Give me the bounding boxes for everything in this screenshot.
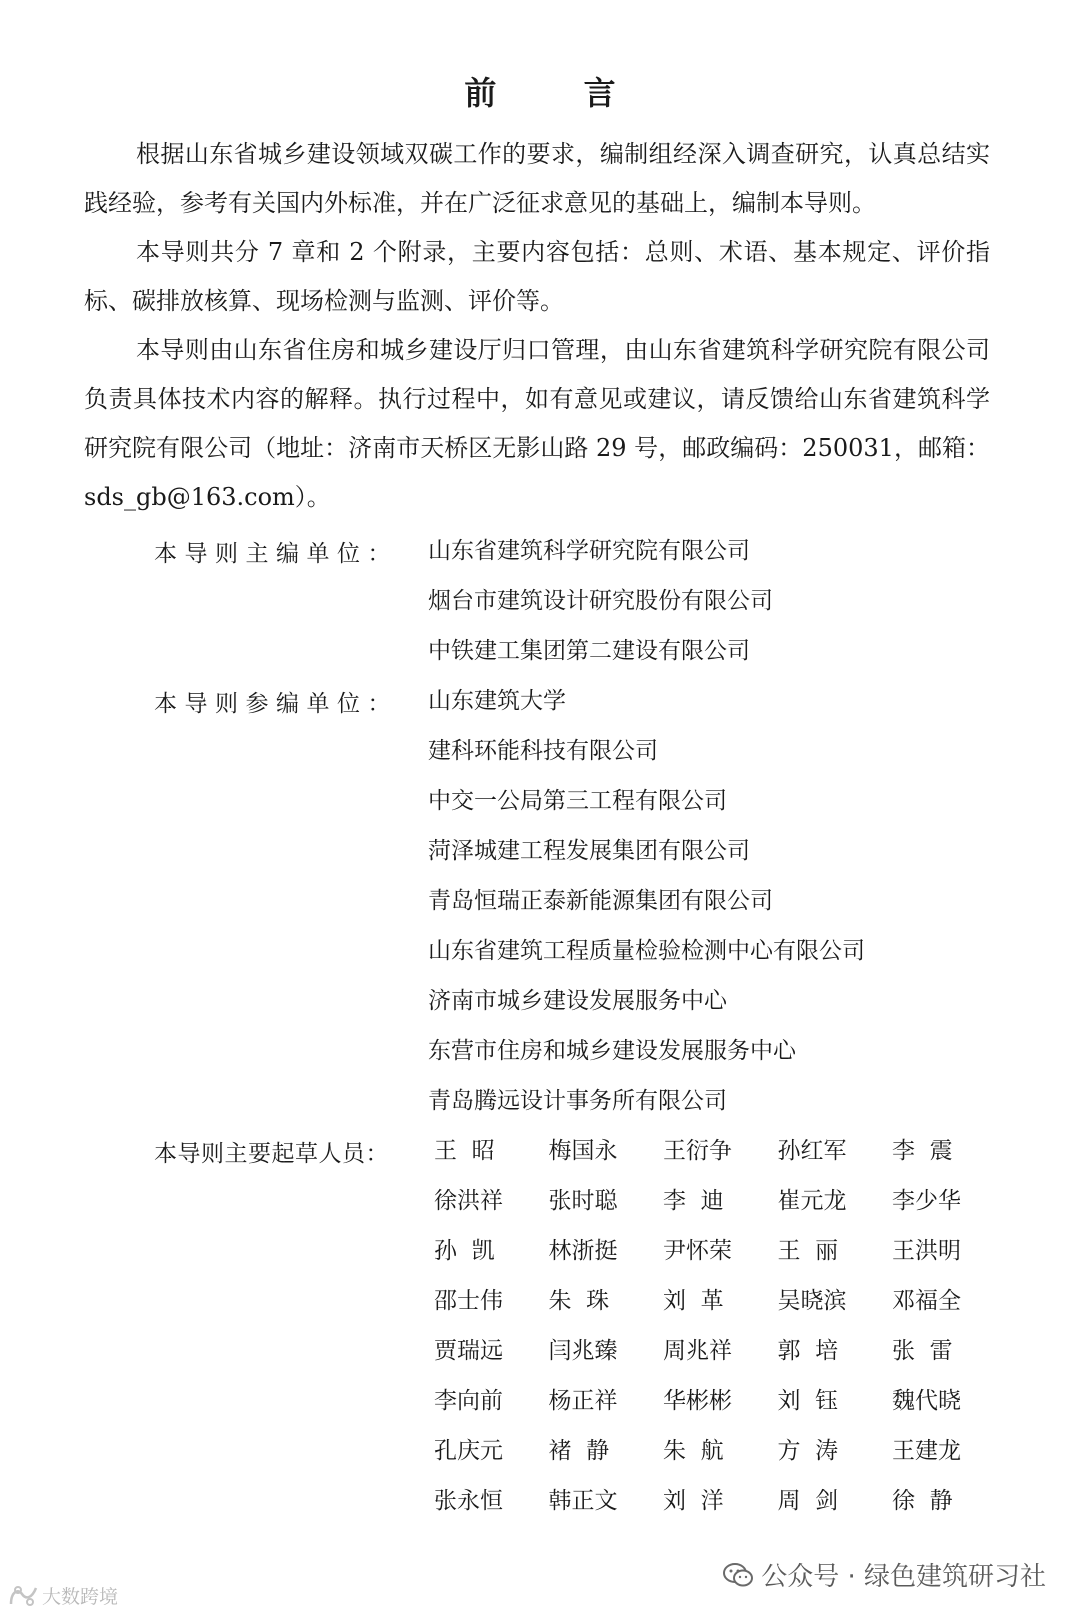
drafter-name: 韩正文 bbox=[548, 1488, 618, 1514]
chief-units-list bbox=[428, 526, 773, 676]
drafter-name: 王 昭 bbox=[434, 1138, 495, 1164]
drafter-name: 邵士伟 bbox=[434, 1288, 503, 1314]
drafter-name: 郭 培 bbox=[777, 1338, 839, 1364]
drafter-name: 李 迪 bbox=[663, 1188, 724, 1214]
drafter-name: 吴晓滨 bbox=[777, 1288, 847, 1314]
drafter-name: 周 剑 bbox=[777, 1488, 839, 1514]
brand-logo-icon bbox=[8, 1584, 40, 1608]
participating-unit-item: 菏泽城建工程发展集团有限公司 bbox=[428, 838, 750, 864]
drafter-name: 王 丽 bbox=[777, 1238, 839, 1264]
drafter-name: 方 涛 bbox=[777, 1438, 839, 1464]
participating-unit-item: 济南市城乡建设发展服务中心 bbox=[428, 988, 727, 1014]
chief-unit-item: 中铁建工集团第二建设有限公司 bbox=[428, 638, 750, 664]
drafter-name: 孙红军 bbox=[777, 1138, 847, 1164]
paragraph-2: 本导则共分 7 章和 2 个附录，主要内容包括：总则、术语、基本规定、评价指标、碳排放核算、现场检测与监测、评价等。 bbox=[84, 238, 990, 315]
wechat-watermark-text: 公众号 · 绿色建筑研习社 bbox=[761, 1562, 1046, 1592]
drafter-name: 孔庆元 bbox=[434, 1438, 503, 1464]
drafter-name: 尹怀荣 bbox=[663, 1238, 732, 1264]
participating-unit-item: 山东省建筑工程质量检验检测中心有限公司 bbox=[428, 938, 865, 964]
brand-watermark-text: 大数跨境 bbox=[42, 1586, 119, 1608]
drafter-name: 徐洪祥 bbox=[434, 1188, 503, 1214]
drafters-label: 本导则主要起草人员： bbox=[154, 1141, 389, 1167]
drafter-name: 朱 航 bbox=[663, 1438, 724, 1464]
chief-unit-item: 山东省建筑科学研究院有限公司 bbox=[428, 538, 750, 564]
participating-unit-item: 东营市住房和城乡建设发展服务中心 bbox=[428, 1038, 796, 1064]
chief-units-label: 本导则主编单位： bbox=[154, 541, 398, 567]
drafter-name: 朱 珠 bbox=[548, 1288, 610, 1314]
participating-unit-item: 青岛腾远设计事务所有限公司 bbox=[428, 1088, 727, 1114]
drafter-name: 华彬彬 bbox=[663, 1388, 732, 1414]
brand-watermark bbox=[8, 1582, 118, 1609]
drafter-name: 魏代晓 bbox=[892, 1388, 961, 1414]
drafter-name: 林浙挺 bbox=[548, 1238, 618, 1264]
drafter-name: 刘 革 bbox=[663, 1288, 724, 1314]
drafter-name: 崔元龙 bbox=[777, 1188, 847, 1214]
drafter-name: 王建龙 bbox=[892, 1438, 961, 1464]
drafter-name: 李少华 bbox=[892, 1188, 961, 1214]
drafter-name: 刘 洋 bbox=[663, 1488, 724, 1514]
drafter-name: 张 雷 bbox=[892, 1338, 953, 1364]
drafter-name: 邓福全 bbox=[892, 1288, 961, 1314]
paragraph-1: 根据山东省城乡建设领域双碳工作的要求，编制组经深入调查研究，认真总结实践经验，参考有关国内外标准，并在广泛征求意见的基础上，编制本导则。 bbox=[84, 140, 990, 217]
drafter-name: 张永恒 bbox=[434, 1488, 503, 1514]
paragraph-3: 本导则由山东省住房和城乡建设厅归口管理，由山东省建筑科学研究院有限公司负责具体技术内容的解释。执行过程中，如有意见或建议，请反馈给山东省建筑科学研究院有限公司（地址：济南市天桥区无影山路 29 号，邮政编码：250031，邮箱：sds_gb@163.com）。 bbox=[84, 336, 990, 511]
drafter-name: 闫兆臻 bbox=[548, 1338, 618, 1364]
participating-units-list bbox=[428, 676, 865, 1126]
participating-unit-item: 建科环能科技有限公司 bbox=[428, 738, 658, 764]
drafter-name: 王洪明 bbox=[892, 1238, 961, 1264]
drafter-name: 李向前 bbox=[434, 1388, 503, 1414]
participating-unit-item: 中交一公局第三工程有限公司 bbox=[428, 788, 727, 814]
drafter-name: 贾瑞远 bbox=[434, 1338, 503, 1364]
drafter-name: 张时聪 bbox=[548, 1188, 618, 1214]
drafter-name: 褚 静 bbox=[548, 1438, 610, 1464]
drafter-name: 杨正祥 bbox=[548, 1388, 618, 1414]
drafter-name: 周兆祥 bbox=[663, 1338, 732, 1364]
drafter-name: 梅国永 bbox=[548, 1138, 618, 1164]
participating-unit-item: 山东建筑大学 bbox=[428, 688, 566, 714]
page-title: 前 言 bbox=[464, 74, 654, 112]
drafter-name: 刘 钰 bbox=[777, 1388, 839, 1414]
participating-units-label: 本导则参编单位： bbox=[154, 691, 398, 717]
wechat-watermark bbox=[723, 1556, 1046, 1593]
drafter-name: 李 震 bbox=[892, 1138, 953, 1164]
drafter-name: 王衍争 bbox=[663, 1138, 732, 1164]
drafter-name: 孙 凯 bbox=[434, 1238, 495, 1264]
participating-unit-item: 青岛恒瑞正泰新能源集团有限公司 bbox=[428, 888, 773, 914]
wechat-icon bbox=[723, 1562, 753, 1588]
drafter-name: 徐 静 bbox=[892, 1488, 953, 1514]
chief-unit-item: 烟台市建筑设计研究股份有限公司 bbox=[428, 588, 773, 614]
drafters-grid bbox=[434, 1126, 1007, 1526]
